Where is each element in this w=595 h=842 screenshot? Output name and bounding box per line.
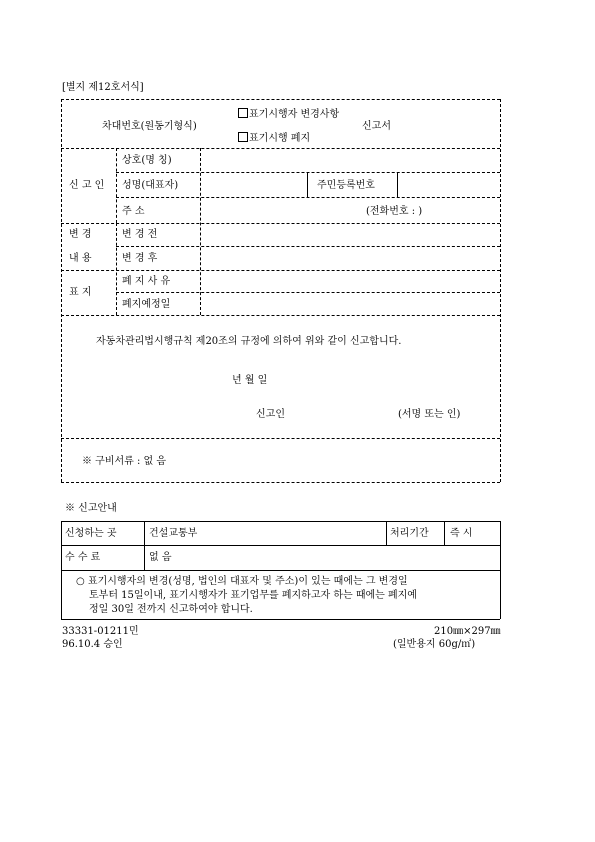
required-documents: ※ 구비서류 : 없 음: [82, 456, 167, 467]
fee-label: 수 수 료: [65, 552, 101, 563]
guide-note-line-1: ○ 표기시행자의 변경(성명, 법인의 대표자 및 주소)이 있는 때에는 그 변경일: [76, 576, 408, 587]
processing-period-label: 처리기간: [390, 528, 429, 539]
abolish-date-field[interactable]: [202, 295, 498, 313]
trade-name-label: 상호(명 칭): [122, 155, 172, 166]
address-label: 주 소: [122, 206, 145, 217]
before-change-field[interactable]: [202, 225, 498, 244]
form-title-right: 신고서: [362, 121, 391, 132]
fee-value: 없 음: [149, 552, 172, 563]
submit-to-value: 건설교통부: [149, 528, 198, 539]
guide-note-line-3: 정일 30일 전까지 신고하여야 합니다.: [89, 604, 253, 615]
declaration-text: 자동차관리법시행규칙 제20조의 규정에 의하여 위와 같이 신고합니다.: [96, 336, 402, 347]
change-contents-label-2: 내 용: [69, 253, 92, 264]
after-change-label: 변 경 후: [122, 253, 158, 264]
applicant-label: 신 고 인: [69, 180, 105, 191]
processing-period-value: 즉 시: [450, 528, 473, 539]
signature-label: (서명 또는 인): [398, 409, 461, 420]
trade-name-field[interactable]: [202, 150, 498, 170]
change-contents-label-1: 변 경: [69, 229, 92, 240]
resident-number-label: 주민등록번호: [317, 180, 375, 191]
form-number-label: [별지 제12호서식]: [62, 82, 144, 93]
paper-size: 210㎜×297㎜: [434, 626, 501, 637]
representative-name-label: 성명(대표자): [122, 180, 179, 191]
resident-number-field[interactable]: [399, 175, 498, 195]
guide-title: ※ 신고안내: [65, 503, 117, 514]
abolish-reason-field[interactable]: [202, 272, 498, 290]
address-field[interactable]: [202, 200, 362, 221]
checkbox-abolish[interactable]: [238, 132, 248, 142]
abolish-label: 표 지: [69, 287, 92, 298]
date-line: 년 월 일: [232, 375, 268, 386]
before-change-label: 변 경 전: [122, 229, 158, 240]
abolish-reason-label: 폐 지 사 유: [122, 276, 171, 287]
guide-note-line-2: 토부터 15일이내, 표기시행자가 표기업무를 폐지하고자 하는 때에는 폐지예: [89, 590, 417, 601]
phone-number-label: (전화번호 : ): [366, 206, 423, 217]
declarant-label: 신고인: [256, 409, 285, 420]
representative-name-field[interactable]: [202, 175, 305, 195]
form-code: 33331-01211민: [62, 626, 139, 637]
option-change[interactable]: 표기시행자 변경사항: [238, 108, 339, 120]
approval-date: 96.10.4 승인: [62, 639, 123, 650]
form-title-left: 차대번호(원동기형식): [102, 121, 197, 132]
submit-to-label: 신청하는 곳: [65, 528, 117, 539]
checkbox-change[interactable]: [238, 108, 248, 118]
after-change-field[interactable]: [202, 249, 498, 268]
declarant-signature-field[interactable]: [292, 404, 392, 422]
abolish-date-label: 폐지예정일: [122, 299, 171, 310]
paper-type: (일반용지 60g/㎡): [393, 639, 476, 650]
option-abolish[interactable]: 표기시행 폐지: [238, 132, 310, 144]
